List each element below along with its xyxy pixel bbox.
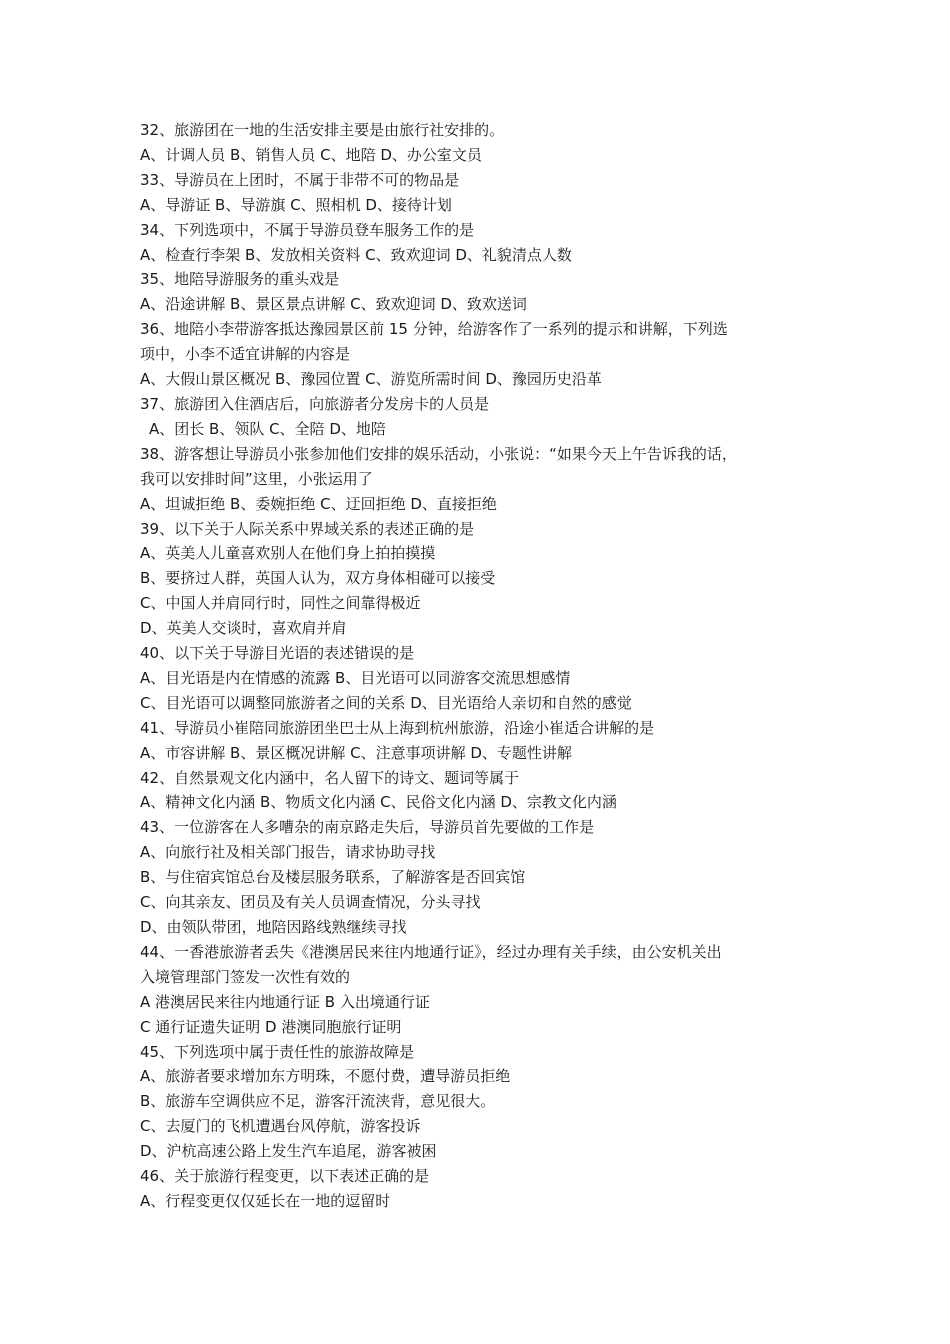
question-42-stem: 42、自然景观文化内涵中，名人留下的诗文、题词等属于	[140, 768, 520, 787]
question-37-stem: 37、旅游团入住酒店后，向旅游者分发房卡的人员是	[140, 394, 490, 413]
question-43-option-d: D、由领队带团，地陪因路线熟继续寻找	[140, 918, 407, 936]
question-36-stem: 36、地陪小李带游客抵达豫园景区前 15 分钟，给游客作了一系列的提示和讲解，下列选	[140, 320, 728, 339]
question-38-stem: 38、游客想让导游员小张参加他们安排的娱乐活动，小张说：“如果今天上午告诉我的话，	[140, 444, 737, 463]
question-38-options: A、坦诚拒绝 B、委婉拒绝 C、迂回拒绝 D、直接拒绝	[140, 494, 497, 513]
question-35-options: A、沿途讲解 B、景区景点讲解 C、致欢迎词 D、致欢送词	[140, 295, 527, 314]
question-34-stem: 34、下列选项中，不属于导游员登车服务工作的是	[140, 220, 475, 239]
question-41-stem: 41、导游员小崔陪同旅游团坐巴士从上海到杭州旅游，沿途小崔适合讲解的是	[140, 718, 655, 737]
question-43-option-b: B、与住宿宾馆总台及楼层服务联系，了解游客是否回宾馆	[140, 868, 526, 887]
question-44-stem: 44、一香港旅游者丢失《港澳居民来往内地通行证》，经过办理有关手续，由公安机关出	[140, 942, 722, 961]
question-45-option-b: B、旅游车空调供应不足，游客汗流浃背，意见很大。	[140, 1092, 496, 1111]
question-39-stem: 39、以下关于人际关系中界域关系的表述正确的是	[140, 519, 475, 538]
question-40-stem: 40、以下关于导游目光语的表述错误的是	[140, 644, 415, 663]
question-33-options: A、导游证 B、导游旗 C、照相机 D、接待计划	[140, 195, 452, 214]
question-45-option-d: D、沪杭高速公路上发生汽车追尾，游客被困	[140, 1142, 437, 1161]
question-36-options: A、大假山景区概况 B、豫园位置 C、游览所需时间 D、豫园历史沿革	[140, 370, 602, 389]
question-35-stem: 35、地陪导游服务的重头戏是	[140, 270, 340, 289]
question-46-stem: 46、关于旅游行程变更，以下表述正确的是	[140, 1167, 430, 1186]
question-41-options: A、市容讲解 B、景区概况讲解 C、注意事项讲解 D、专题性讲解	[140, 743, 572, 762]
question-45-stem: 45、下列选项中属于责任性的旅游故障是	[140, 1042, 415, 1061]
question-38-stem-continued: 我可以安排时间”这里，小张运用了	[140, 469, 373, 488]
question-44-options-ab: A 港澳居民来往内地通行证 B 入出境通行证	[140, 992, 430, 1011]
question-32-options: A、计调人员 B、销售人员 C、地陪 D、办公室文员	[140, 145, 482, 164]
question-39-option-c: C、中国人并肩同行时，同性之间靠得极近	[140, 594, 421, 613]
question-45-option-c: C、去厦门的飞机遭遇台风停航，游客投诉	[140, 1117, 421, 1136]
document-body	[140, 118, 830, 1214]
question-43-option-a: A、向旅行社及相关部门报告，请求协助寻找	[140, 843, 436, 862]
question-34-options: A、检查行李架 B、发放相关资料 C、致欢迎词 D、礼貌清点人数	[140, 245, 572, 264]
question-43-option-c: C、向其亲友、团员及有关人员调查情况，分头寻找	[140, 893, 481, 912]
question-43-stem: 43、一位游客在人多嘈杂的南京路走失后，导游员首先要做的工作是	[140, 818, 595, 837]
question-39-option-d: D、英美人交谈时，喜欢肩并肩	[140, 619, 347, 638]
question-44-options-cd: C 通行证遗失证明 D 港澳同胞旅行证明	[140, 1017, 402, 1036]
question-45-option-a: A、旅游者要求增加东方明珠，不愿付费，遭导游员拒绝	[140, 1067, 511, 1086]
question-44-stem-continued: 入境管理部门签发一次性有效的	[140, 967, 351, 986]
question-42-options: A、精神文化内涵 B、物质文化内涵 C、民俗文化内涵 D、宗教文化内涵	[140, 793, 617, 812]
question-40-options-ab: A、目光语是内在情感的流露 B、目光语可以同游客交流思想感情	[140, 668, 571, 687]
question-46-option-a: A、行程变更仅仅延长在一地的逗留时	[140, 1191, 391, 1210]
question-33-stem: 33、导游员在上团时，不属于非带不可的物品是	[140, 170, 460, 189]
question-39-option-a: A、英美人儿童喜欢别人在他们身上拍拍摸摸	[140, 544, 436, 563]
question-32-stem: 32、旅游团在一地的生活安排主要是由旅行社安排的。	[140, 121, 505, 139]
question-37-options: A、团长 B、领队 C、全陪 D、地陪	[149, 419, 386, 438]
question-40-options-cd: C、目光语可以调整同旅游者之间的关系 D、目光语给人亲切和自然的感觉	[140, 693, 632, 712]
question-39-option-b: B、要挤过人群，英国人认为，双方身体相碰可以接受	[140, 569, 496, 588]
question-36-stem-continued: 项中，小李不适宜讲解的内容是	[140, 345, 351, 364]
